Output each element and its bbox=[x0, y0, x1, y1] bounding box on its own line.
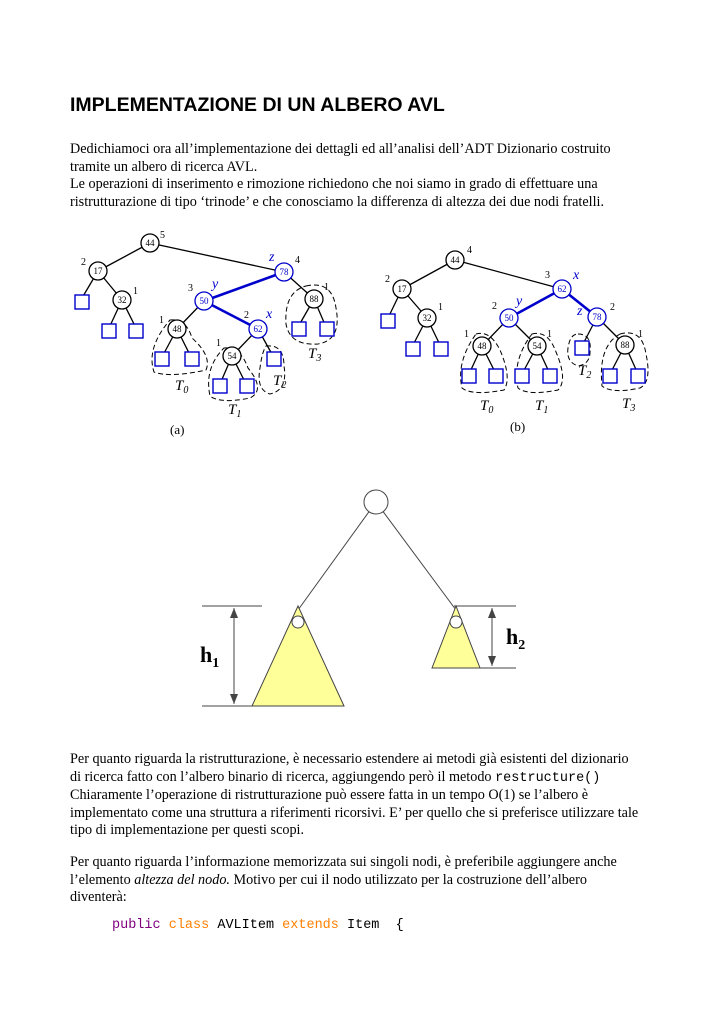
node-key: 17 bbox=[397, 284, 407, 294]
subtree-label: $T_3$ bbox=[308, 346, 322, 364]
para-line bbox=[70, 769, 654, 788]
subtree-label: $T_2$ bbox=[273, 373, 287, 391]
label-y: y bbox=[516, 294, 523, 309]
subtree-sub: 3 bbox=[316, 353, 322, 364]
emphasis-text: altezza del nodo. bbox=[134, 871, 230, 888]
node-key: 32 bbox=[117, 295, 127, 305]
subtree-sub: 0 bbox=[183, 385, 189, 396]
node-height: 1 bbox=[159, 315, 164, 326]
subtree-sub: 2 bbox=[586, 370, 592, 381]
node-height: 4 bbox=[295, 255, 300, 266]
node-height: 2 bbox=[244, 310, 249, 321]
para-line: diventerà: bbox=[70, 889, 127, 906]
code-parent-name: Item bbox=[347, 918, 380, 933]
para-text: Motivo per cui il nodo utilizzato per la costruzione dell’albero bbox=[229, 871, 587, 888]
node-height: 1 bbox=[438, 302, 443, 313]
node-key: 62 bbox=[253, 324, 263, 334]
height-info-paragraph bbox=[70, 854, 654, 907]
code-brace: { bbox=[395, 918, 404, 933]
code-class-name: AVLItem bbox=[217, 918, 275, 933]
para-line: Per quanto riguarda la ristrutturazione, è necessario estendere ai metodi già esistenti del dizionario bbox=[70, 751, 629, 767]
subtree-sub: 1 bbox=[236, 409, 242, 420]
node-key: 50 bbox=[504, 313, 514, 323]
subtree-sub: 0 bbox=[488, 405, 494, 416]
node-key: 32 bbox=[422, 313, 432, 323]
node-key: 62 bbox=[557, 284, 567, 294]
para-line: implementato come una struttura a riferimenti ricorsivi. E’ per quello che si preferisce utilizzare tale bbox=[70, 804, 639, 821]
h2-sub: 2 bbox=[518, 638, 526, 653]
para-text: di ricerca fatto con l’albero binario di ricerca, aggiungendo però il metodo bbox=[70, 768, 496, 785]
label-z: z bbox=[269, 250, 275, 265]
subtree-label: $T_1$ bbox=[535, 398, 549, 416]
label-x: x bbox=[573, 268, 580, 283]
node-key: 54 bbox=[532, 341, 542, 351]
label-z: z bbox=[577, 304, 583, 319]
restructure-code: restructure() bbox=[495, 770, 601, 786]
node-height: 2 bbox=[610, 302, 615, 313]
intro-line: ristrutturazione di tipo ‘trinode’ e che conosciamo la differenza di altezza dei due nodi fratelli. bbox=[70, 193, 605, 210]
intro-line: Dedichiamoci ora all’implementazione dei dettagli ed all’analisi dell’ADT Dizionario costruito bbox=[70, 141, 611, 157]
subtree-label: $T_0$ bbox=[480, 398, 494, 416]
code-keyword-public: public bbox=[112, 918, 161, 933]
restructure-paragraph bbox=[70, 751, 654, 840]
node-height: 2 bbox=[81, 257, 86, 268]
figure-caption: (b) bbox=[510, 419, 526, 434]
node-height: 3 bbox=[545, 270, 550, 281]
subtree-sub: 3 bbox=[630, 403, 636, 414]
node-key: 88 bbox=[309, 294, 319, 304]
node-key: 48 bbox=[477, 341, 487, 351]
label-x: x bbox=[266, 307, 273, 322]
height-difference-figure bbox=[190, 482, 540, 714]
node-height: 1 bbox=[324, 282, 329, 293]
node-height: 1 bbox=[133, 286, 138, 297]
node-key: 50 bbox=[199, 296, 209, 306]
intro-paragraph bbox=[70, 141, 654, 211]
code-keyword-extends: extends bbox=[282, 918, 339, 933]
avl-figure-b bbox=[372, 242, 657, 442]
intro-line: tramite un albero di ricerca AVL. bbox=[70, 158, 258, 175]
h2-letter: h bbox=[506, 624, 519, 649]
node-key: 78 bbox=[592, 312, 602, 322]
subtree-label: $T_3$ bbox=[622, 396, 636, 414]
node-height: 2 bbox=[385, 274, 390, 285]
subtree-label: $T_1$ bbox=[228, 402, 242, 420]
para-line: Per quanto riguarda l’informazione memorizzata sui singoli nodi, è preferibile aggiungere anche bbox=[70, 854, 617, 870]
figure-caption: (a) bbox=[170, 422, 185, 437]
node-key: 88 bbox=[620, 340, 630, 350]
node-height: 1 bbox=[464, 329, 469, 340]
page-title: IMPLEMENTAZIONE DI UN ALBERO AVL bbox=[70, 94, 445, 116]
node-height: 2 bbox=[492, 301, 497, 312]
para-line bbox=[70, 872, 654, 890]
para-text: l’elemento bbox=[70, 871, 135, 888]
node-height: 1 bbox=[216, 338, 221, 349]
node-height: 4 bbox=[467, 245, 472, 256]
h1-sub: 1 bbox=[212, 656, 220, 671]
node-key: 54 bbox=[227, 351, 237, 361]
subtree-sub: 1 bbox=[543, 405, 549, 416]
avl-figure-a bbox=[70, 228, 370, 443]
node-height: 5 bbox=[160, 230, 165, 241]
node-height: 1 bbox=[547, 329, 552, 340]
node-key: 17 bbox=[93, 266, 103, 276]
code-keyword-class: class bbox=[168, 918, 210, 933]
subtree-label: $T_2$ bbox=[578, 363, 592, 381]
node-key: 78 bbox=[279, 267, 289, 277]
subtree-label: $T_0$ bbox=[175, 378, 189, 396]
node-key: 48 bbox=[172, 324, 182, 334]
subtree-sub: 2 bbox=[281, 380, 287, 391]
h1-letter: h bbox=[200, 642, 213, 667]
code-line bbox=[112, 918, 404, 933]
node-height: 3 bbox=[188, 283, 193, 294]
intro-line: Le operazioni di inserimento e rimozione richiedono che noi siamo in grado di effettuare una bbox=[70, 176, 598, 193]
para-line: Chiaramente l’operazione di ristrutturazione può essere fatta in un tempo O(1) se l’albero è bbox=[70, 787, 589, 804]
node-key: 44 bbox=[145, 238, 155, 248]
para-line: tipo di implementazione per questi scopi. bbox=[70, 822, 305, 839]
node-height: 1 bbox=[638, 329, 643, 340]
node-key: 44 bbox=[450, 255, 460, 265]
label-y: y bbox=[212, 277, 219, 292]
